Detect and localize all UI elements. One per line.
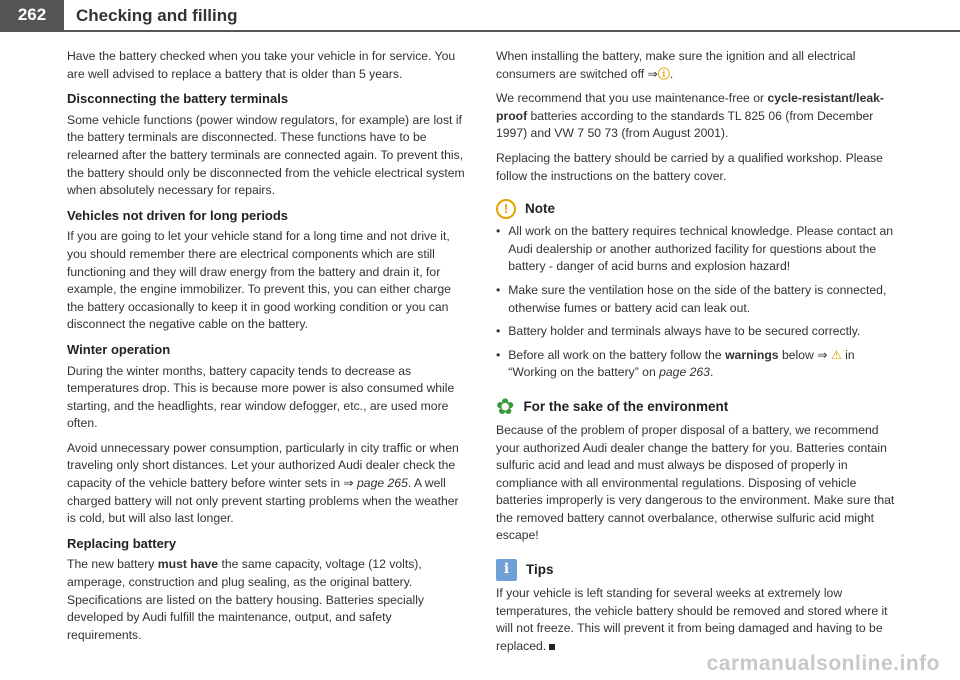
list-item-text: Before all work on the battery follow the warnings below ⇒ ⚠ in “Working on the battery” on page 263.: [508, 347, 855, 380]
text-fragment: The new battery: [67, 557, 155, 572]
tips-info-icon: i: [496, 559, 517, 581]
text-fragment: When installing the battery, make sure the ignition and all electrical consumers are switched off: [496, 49, 856, 81]
section-heading: Vehicles not driven for long periods: [67, 207, 289, 223]
left-column: [67, 48, 467, 651]
page-reference-link[interactable]: page 265: [357, 476, 408, 491]
environment-heading: [496, 393, 898, 419]
end-of-section-icon: [549, 644, 555, 650]
note-heading: [496, 199, 898, 219]
environment-title: For the sake of the environment: [523, 399, 729, 415]
section-paragraph: Because of the problem of proper disposal of a battery, we recommend your authorized Audi dealer change the battery for you. Batteries contain sulfuric acid and lead and must always be disposed of properly in compliance with all environmental regulations. Disposing of vehicle batteries improperly is very dangerous to the environment. Make sure that the removed battery cannot overbalance, otherwise sulfuric acid might escape!: [496, 422, 895, 543]
note-icon: !: [496, 199, 516, 219]
environment-flower-icon: ✿: [496, 393, 515, 419]
arrow-icon: ⇒: [343, 476, 354, 491]
list-item: [496, 223, 898, 276]
text-fragment: batteries according to the standards TL 825 06 (from December 1997) and VW 7 50 73 (from August 2001).: [496, 108, 874, 141]
section-paragraph: When installing the battery, make sure the ignition and all electrical consumers are switched off ⇒ⓘ.: [496, 49, 856, 81]
section-paragraph: [496, 90, 898, 143]
page-number: 262: [0, 0, 64, 30]
bullet-icon: •: [496, 282, 501, 297]
section-heading: Replacing battery: [67, 535, 177, 551]
note-title: Note: [525, 201, 555, 217]
text-fragment: in “Working on the battery” on: [508, 347, 855, 380]
section-paragraph: If you are going to let your vehicle stand for a long time and not drive it, you should remember there are electrical components which are still functioning and they will draw energy from the battery and drain it, for example, the engine immobilizer. To prevent this, you can either charge the battery occasionally to keep it in good working condition or you can disconnect the negative cable on the battery.: [67, 229, 451, 332]
section-heading: Winter operation: [67, 341, 171, 357]
section-paragraph: [67, 440, 467, 528]
page-reference-link[interactable]: page 263: [659, 365, 710, 380]
text-fragment: We recommend that you use maintenance-free or: [496, 91, 765, 106]
list-item-text: All work on the battery requires technical knowledge. Please contact an Audi dealership or another authorized facility for questions about the battery - danger of acid burns and explosion hazard!: [508, 224, 894, 274]
bullet-icon: •: [496, 224, 501, 239]
arrow-icon: ⇒: [647, 66, 658, 81]
warning-triangle-icon[interactable]: ⚠: [830, 347, 842, 362]
text-fragment: the same capacity, voltage (12 volts), amperage, construction and plug sealing, as the original battery. Specifications are listed on the battery housing. Batteries specially developed by Audi fulfill the maintenance, output, and safety requirements.: [67, 557, 425, 642]
section-heading: Disconnecting the battery terminals: [67, 91, 289, 107]
right-column: [496, 48, 898, 662]
text-fragment: Avoid unnecessary power consumption, particularly in city traffic or when traveling only short distances. Let your authorized Audi dealer check the capacity of the vehicle battery before winter sets in: [67, 440, 459, 491]
intro-paragraph: Have the battery checked when you take your vehicle in for service. You are well advised to replace a battery that is older than 5 years.: [67, 49, 456, 81]
page-title: Checking and filling: [76, 6, 238, 25]
list-item: [496, 347, 898, 382]
list-item: [496, 282, 898, 317]
section-paragraph: During the winter months, battery capacity tends to decrease as temperatures drop. This is because more power is also consumed while starting, and the headlights, rear window defogger, etc., are used more often.: [67, 363, 455, 431]
list-item: [496, 323, 898, 341]
tips-title: Tips: [526, 562, 554, 578]
arrow-icon: ⇒: [817, 347, 828, 362]
emphasis-text: must have: [157, 557, 219, 572]
section-paragraph: [67, 556, 467, 644]
section-paragraph: Replacing the battery should be carried by a qualified workshop. Please follow the instructions on the battery cover.: [496, 150, 883, 183]
note-ref-icon[interactable]: ⓘ: [657, 66, 670, 81]
section-paragraph: Some vehicle functions (power window regulators, for example) are lost if the battery terminals are disconnected. These functions have to be relearned after the battery terminals are connected again. To prevent this, the battery should only be disconnected from the vehicle electrical system when absolutely necessary for repairs.: [67, 112, 465, 198]
list-item-text: Make sure the ventilation hose on the side of the battery is connected, otherwise fumes or battery acid can leak out.: [508, 282, 887, 315]
text-fragment: If your vehicle is left standing for several weeks at extremely low temperatures, the vehicle battery should be removed and stored where it will not freeze. This will prevent it from being damaged and having to be replaced.: [496, 586, 888, 653]
text-fragment: Before all work on the battery follow the: [508, 347, 722, 362]
text-fragment: . A well charged battery will not only prevent starting problems when the weather is cold, but will also last longer.: [67, 476, 459, 526]
list-item-text: Battery holder and terminals always have to be secured correctly.: [508, 324, 861, 339]
bullet-icon: •: [496, 347, 501, 362]
section-paragraph: [496, 585, 898, 655]
text-fragment: below: [781, 347, 814, 362]
tips-heading: [496, 559, 898, 581]
emphasis-text: cycle-resistant/leak-proof: [496, 91, 884, 123]
emphasis-text: warnings: [725, 347, 779, 362]
watermark: carmanualsonline.info: [706, 652, 940, 675]
bullet-icon: •: [496, 324, 501, 339]
header-rule: [0, 30, 960, 32]
